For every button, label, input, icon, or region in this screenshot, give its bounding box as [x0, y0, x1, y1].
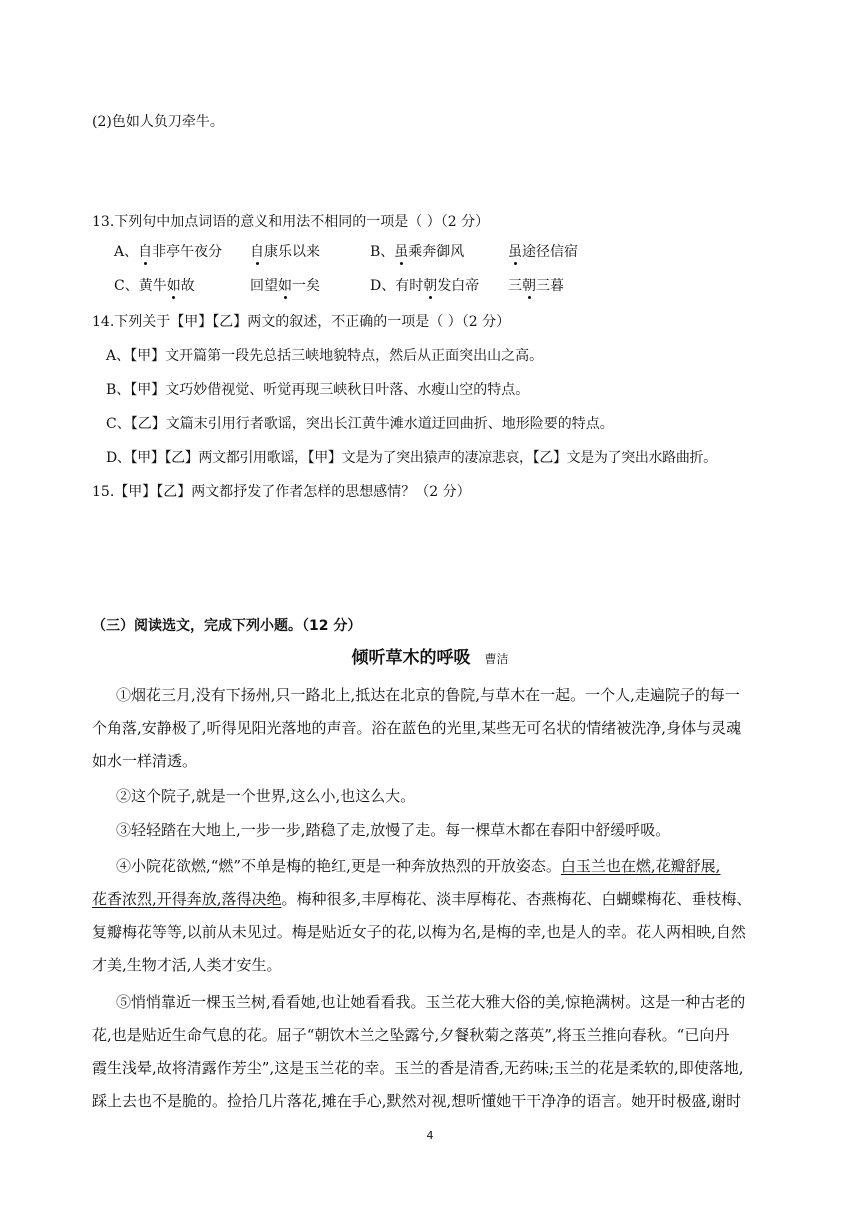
q13-c1-dotted: 如 — [166, 278, 181, 294]
paragraph-4-underlined-b: 花香浓烈,开得奔放,落得决绝 — [92, 890, 282, 908]
q14-option-d: D、【甲】【乙】两文都引用歌谣，【甲】文是为了突出猿声的凄凉悲哀，【乙】文是为了突出水路曲折。 — [106, 450, 717, 466]
q13-d1-post: 发白帝 — [437, 278, 480, 294]
q13-d1-dotted: 朝 — [423, 278, 438, 294]
section-3-heading: （三）阅读选文，完成下列小题。（12 分） — [92, 618, 362, 634]
paragraph-5-line-3: 霞生浅晕,故将清露作芳尘”,这是玉兰花的幸。玉兰的香是清香,无药味;玉兰的花是柔软的,即使落地, — [92, 1059, 744, 1077]
q13-option-b — [370, 242, 464, 262]
q13-b1-text: 乘奔御风 — [408, 244, 465, 260]
article-title-line — [0, 648, 860, 669]
q13-b2-dotted: 虽 — [508, 244, 522, 260]
q13-option-a-second — [250, 242, 320, 262]
q13-a2-text: 康乐以来 — [264, 244, 320, 260]
q13-b-label: B、 — [370, 244, 395, 260]
q13-d2-post: 三暮 — [536, 278, 564, 294]
q12-item-2: (2)色如人负刀牵牛。 — [92, 114, 224, 130]
paragraph-4-underlined-a: 白玉兰也在燃,花瓣舒展, — [560, 857, 721, 875]
article-title: 倾听草木的呼吸 — [351, 648, 471, 668]
q13-b1-dotted: 虽 — [394, 244, 409, 260]
paragraph-5-line-2: 花,也是贴近生命气息的花。屈子“朝饮木兰之坠露兮,夕餐秋菊之落英”,将玉兰推向春秋。“已向丹 — [92, 1026, 730, 1044]
q13-c1-post: 故 — [180, 278, 195, 294]
q13-c2-dotted: 如 — [278, 278, 292, 294]
q13-option-a — [114, 242, 222, 262]
q13-d1-pre: 有时 — [395, 278, 424, 294]
q13-option-d — [370, 276, 479, 296]
paragraph-4-line-3: 复瓣梅花等等,以前从未见过。梅是贴近女子的花,以梅为名,是梅的幸,也是人的幸。花人两相映,自然 — [92, 923, 746, 941]
q14-option-c: C、【乙】文篇末引用行者歌谣，突出长江黄牛滩水道迂回曲折、地形险要的特点。 — [106, 416, 614, 432]
paragraph-1-line-3: 如水一样清透。 — [92, 752, 198, 770]
paragraph-4-text-a: ④小院花欲燃,“燃”不单是梅的艳红,更是一种奔放热烈的开放姿态。 — [116, 857, 561, 875]
q13-d2-dotted: 朝 — [522, 278, 536, 294]
q13-option-c — [114, 276, 195, 296]
q14-option-b: B、【甲】文巧妙借视觉、听觉再现三峡秋日叶落、水瘦山空的特点。 — [106, 382, 530, 398]
q14-option-a: A、【甲】文开篇第一段先总括三峡地貌特点，然后从正面突出山之高。 — [106, 348, 544, 364]
paragraph-4-line-4: 才美,生物才活,人类才安生。 — [92, 956, 282, 974]
q13-option-d-second — [508, 276, 564, 296]
paragraph-4-text-b: 。梅种很多,丰厚梅花、淡丰厚梅花、杏燕梅花、白蝴蝶梅花、垂枝梅、 — [281, 890, 752, 908]
q13-c2-post: 一矣 — [292, 278, 320, 294]
q13-c-label: C、 — [114, 278, 139, 294]
q13-stem: 13.下列句中加点词语的意义和用法不相同的一项是（ ）（2 分） — [92, 214, 490, 230]
q13-c1-pre: 黄牛 — [138, 278, 167, 294]
q13-b2-text: 途径信宿 — [522, 244, 578, 260]
q13-option-b-second — [508, 242, 578, 262]
q14-stem: 14.下列关于【甲】【乙】两文的叙述，不正确的一项是（ ）（2 分） — [92, 314, 511, 330]
paragraph-3: ③轻轻踏在大地上,一步一步,踏稳了走,放慢了走。每一棵草木都在春阳中舒缓呼吸。 — [116, 821, 671, 839]
paragraph-2: ②这个院子,就是一个世界,这么小,也这么大。 — [116, 787, 416, 805]
q13-a1-dotted: 自 — [138, 244, 153, 260]
paragraph-5-line-4: 踩上去也不是脆的。捡拾几片落花,摊在手心,默然对视,想听懂她干干净净的语言。她开时极盛,谢时 — [92, 1092, 742, 1110]
q13-d-label: D、 — [370, 278, 396, 294]
article-author: 曹洁 — [484, 652, 509, 666]
q13-option-c-second — [250, 276, 320, 296]
q13-d2-pre: 三 — [508, 278, 522, 294]
paragraph-1-line-2: 个角落,安静极了,听得见阳光落地的声音。浴在蓝色的光里,某些无可名状的情绪被洗净,身体与灵魂 — [92, 719, 742, 737]
q13-a1-text: 非亭午夜分 — [152, 244, 223, 260]
q13-a2-dotted: 自 — [250, 244, 264, 260]
q15-stem: 15.【甲】【乙】两文都抒发了作者怎样的思想感情？（2 分） — [92, 484, 471, 500]
page-number: 4 — [426, 1129, 434, 1142]
q13-c2-pre: 回望 — [250, 278, 278, 294]
paragraph-1-line-1: ①烟花三月,没有下扬州,只一路北上,抵达在北京的鲁院,与草木在一起。一个人,走遍院子的每一 — [116, 686, 740, 704]
paragraph-4-line-2 — [92, 889, 751, 909]
paragraph-4-line-1 — [116, 856, 720, 876]
paragraph-5-line-1: ⑤悄悄靠近一棵玉兰树,看看她,也让她看看我。玉兰花大雅大俗的美,惊艳满树。这是一种古老的 — [116, 993, 746, 1011]
q13-a-label: A、 — [114, 244, 139, 260]
